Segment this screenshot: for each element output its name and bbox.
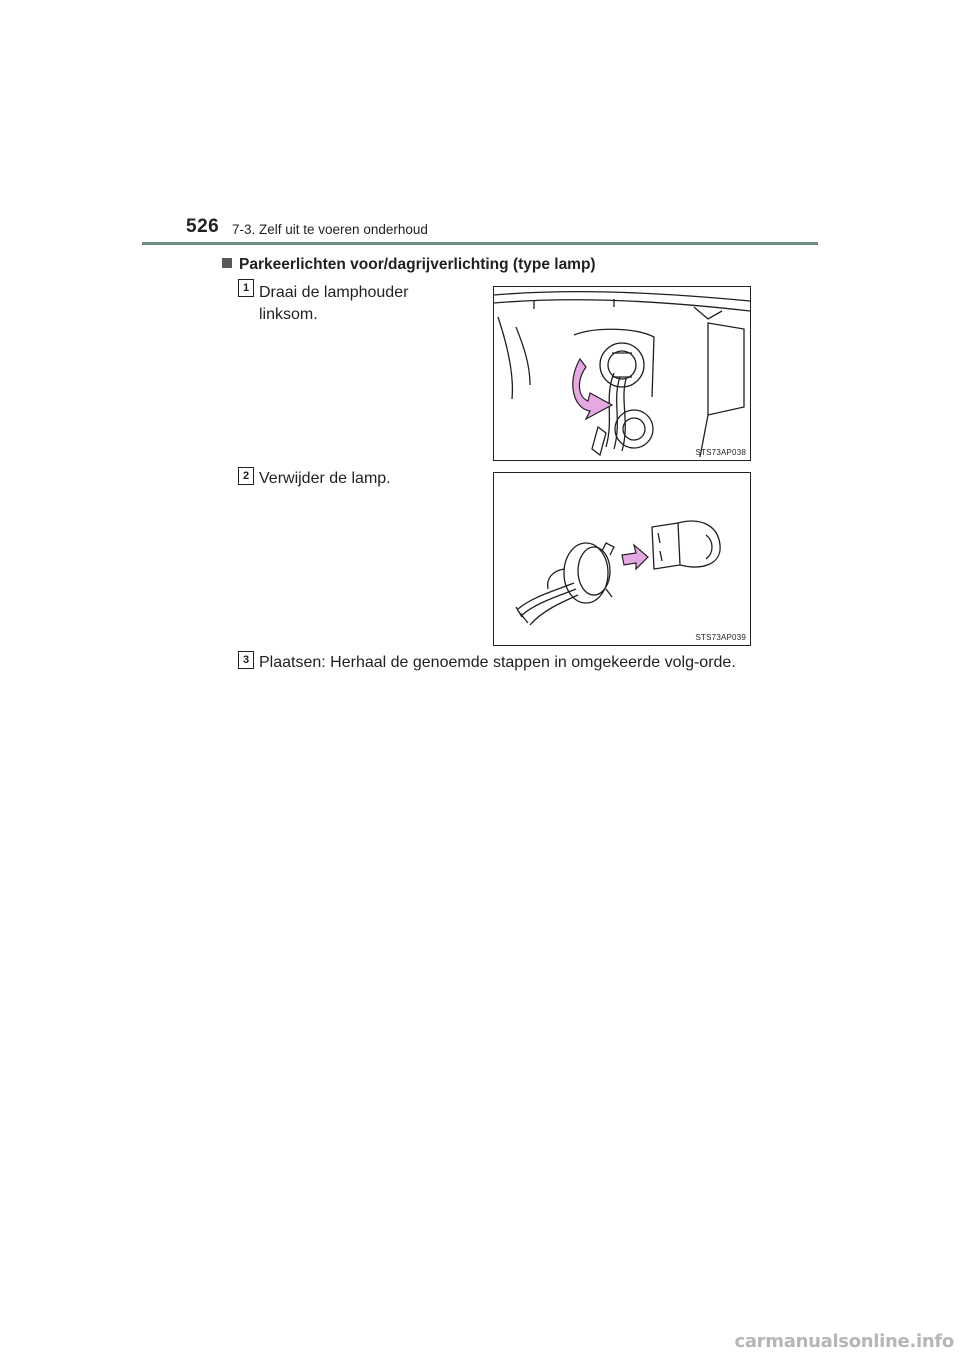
figure-step-2	[493, 472, 751, 646]
subheading-text: Parkeerlichten voor/dagrijverlichting (type lamp)	[239, 256, 596, 273]
square-bullet-icon	[222, 258, 232, 268]
subheading	[222, 256, 596, 274]
header-rule	[142, 242, 818, 245]
figure-step-1	[493, 286, 751, 461]
step-text-1: Draai de lamphouder linksom.	[259, 284, 409, 323]
bulb-removal-illustration	[494, 473, 750, 645]
step-badge-2: 2	[238, 467, 254, 485]
page-number: 526	[186, 216, 220, 237]
step-text-2: Verwijder de lamp.	[259, 470, 391, 487]
step-badge-3: 3	[238, 651, 254, 669]
step-text-3: Plaatsen: Herhaal de genoemde stappen in omgekeerde volg-orde.	[259, 654, 736, 671]
figure-code-2: STS73AP039	[695, 633, 746, 642]
insert-arrow-icon	[622, 545, 648, 569]
section-title: 7-3. Zelf uit te voeren onderhoud	[232, 222, 428, 237]
step-badge-1: 1	[238, 279, 254, 297]
lamp-holder-illustration	[494, 287, 750, 460]
figure-code-1: STS73AP038	[695, 448, 746, 457]
rotate-arrow-icon	[573, 359, 612, 419]
watermark: carmanualsonline.info	[734, 1331, 954, 1352]
